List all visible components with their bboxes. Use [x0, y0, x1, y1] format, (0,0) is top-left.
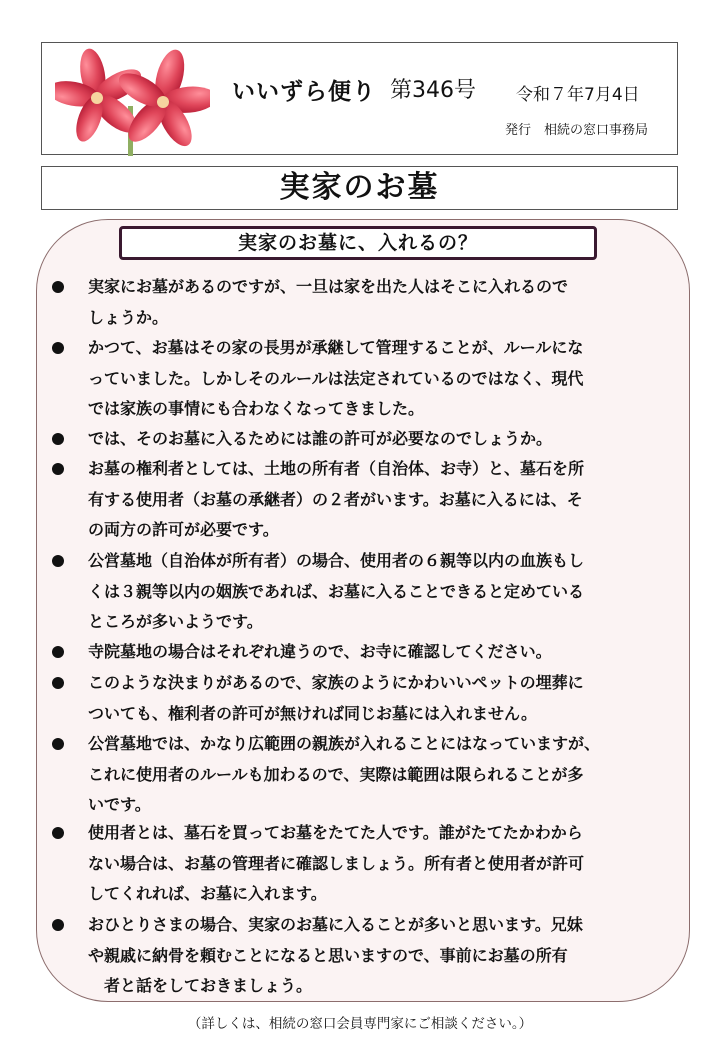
page-title: 実家のお墓 [41, 166, 678, 210]
bullet-dot-icon [52, 646, 64, 658]
bullet-item [88, 546, 680, 638]
bullet-line: っていました。しかしそのルールは法定されているのではなく、現代 [88, 368, 584, 388]
bullet-dot-icon [52, 342, 64, 354]
issue-number: 第346号 [390, 78, 476, 103]
bullet-item [88, 272, 680, 333]
bullet-line: これに使用者のルールも加わるので、実際は範囲は限られることが多 [88, 764, 584, 784]
bullet-line: ない場合は、お墓の管理者に確認しましょう。所有者と使用者が許可 [88, 853, 585, 873]
bullet-dot-icon [52, 827, 64, 839]
bullet-line: では家族の事情にも合わなくなってきました。 [88, 399, 425, 418]
bullet-line: ついても、権利者の許可が無ければ同じお墓には入れません。 [88, 703, 537, 723]
bullet-dot-icon [52, 555, 64, 567]
bullet-item [88, 818, 680, 910]
section-heading: 実家のお墓に、入れるの？ [119, 226, 597, 260]
bullet-line: 寺院墓地の場合はそれぞれ違うので、お寺に確認してください。 [88, 642, 552, 661]
bullet-item [88, 333, 680, 425]
bullet-line: では、そのお墓に入るためには誰の許可が必要なのでしょうか。 [88, 429, 553, 448]
bullet-dot-icon [52, 463, 64, 475]
bullet-dot-icon [52, 738, 64, 750]
bullet-line: しょうか。 [88, 307, 169, 327]
newsletter-title: いいずら便り [232, 79, 376, 105]
bullet-line: してくれれば、お墓に入れます。 [88, 884, 327, 903]
bullet-line: 公営墓地では、かなり広範囲の親族が入れることにはなっていますが、 [88, 734, 601, 753]
bullet-line: かつて、お墓はその家の長男が承継して管理することが、ルールにな [88, 338, 584, 357]
bullet-item [88, 668, 680, 729]
bullet-line: 使用者とは、墓石を買ってお墓をたてた人です。誰がたてたかわから [88, 823, 583, 842]
bullet-item [88, 729, 680, 821]
bullet-dot-icon [52, 919, 64, 931]
issue-date: 令和７年7月4日 [516, 85, 640, 105]
bullet-line: いです。 [88, 795, 151, 814]
bullet-item [88, 454, 680, 546]
bullet-line: くは３親等以内の姻族であれば、お墓に入ることできると定めている [88, 581, 585, 601]
bullet-item [88, 910, 680, 1002]
bullet-line: 有する使用者（お墓の承継者）の２者がいます。お墓に入るには、そ [88, 489, 583, 509]
bullet-dot-icon [52, 281, 64, 293]
bullet-line: の両方の許可が必要です。 [88, 520, 279, 539]
bullet-item [88, 424, 680, 455]
bullet-line: 実家にお墓があるのですが、一旦は家を出た人はそこに入れるので [88, 277, 569, 296]
bullet-line: このような決まりがあるので、家族のようにかわいいペットの埋葬に [88, 673, 584, 692]
publisher: 発行 相続の窓口事務局 [505, 123, 649, 138]
bullet-line: お墓の権利者としては、土地の所有者（自治体、お寺）と、墓石を所 [88, 459, 585, 478]
footer-note: （詳しくは、相続の窓口会員専門家にご相談ください。） [187, 1016, 533, 1032]
bullet-dot-icon [52, 677, 64, 689]
bullet-item [88, 637, 680, 668]
bullet-line: おひとりさまの場合、実家のお墓に入ることが多いと思います。兄妹 [88, 915, 583, 934]
bullet-dot-icon [52, 433, 64, 445]
bullet-line: や親戚に納骨を頼むことになると思いますので、事前にお墓の所有 [88, 945, 568, 965]
bullet-line: 者と話をしておきましょう。 [88, 976, 313, 995]
bullet-line: 公営墓地（自治体が所有者）の場合、使用者の６親等以内の血族もし [88, 551, 585, 570]
bullet-line: ところが多いようです。 [88, 612, 263, 631]
